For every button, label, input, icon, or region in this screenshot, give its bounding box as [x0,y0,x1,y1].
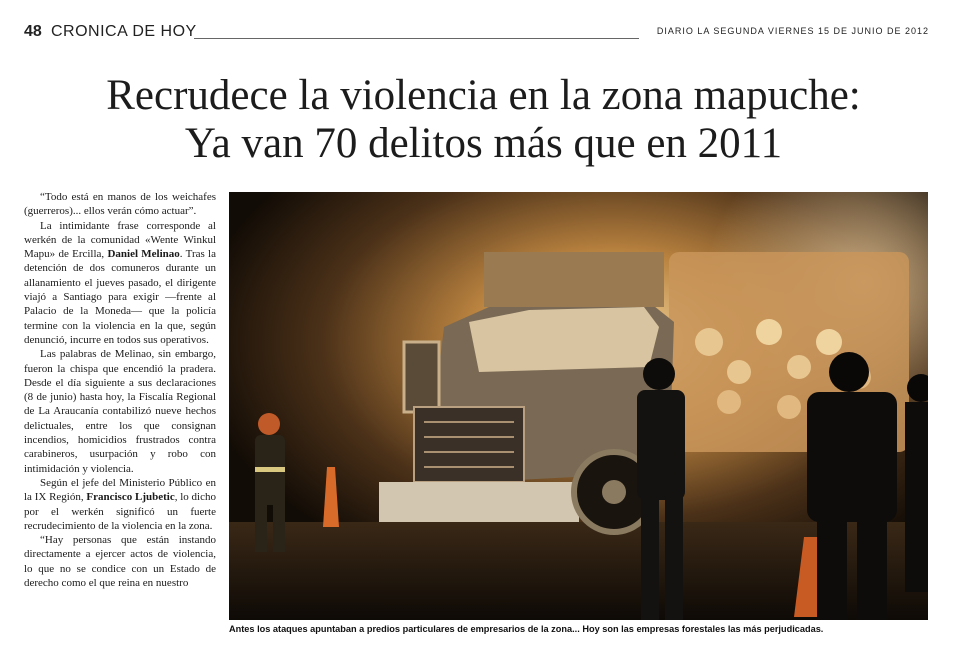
person-name-ljubetic: Francisco Ljubetic [86,491,175,504]
paragraph-1: “Todo está en manos de los weichafes (guerreros)... ellos verán cómo actuar”. [24,191,216,218]
burning-truck-illustration [229,192,928,620]
headline [24,72,943,168]
paper-date-line: DIARIO LA SEGUNDA VIERNES 15 DE JUNIO DE 2012 [656,26,929,36]
page-header [24,18,929,44]
police-officer-silhouette-3 [905,374,928,592]
paragraph-3: Las palabras de Melinao, sin embargo, fueron la chispa que encendió la pradera. Desde el día siguiente a sus declaraciones (8 de junio) hasta hoy, la Fiscalía Regional de La Araucanía contabilizó nueve hechos delictuales, entre los que consignan incendios, homicidios frustrados contra carabineros, usurpación y robo con intimidación y violencia. [24,348,216,475]
paragraph-5: “Hay personas que están instando directamente a ejercer actos de violencia, lo que no se condice con un Estado de derecho como el que reina en nuestro [24,534,216,590]
paragraph-4-text: Según el jefe del Ministerio Público en la IX Región, [24,476,216,504]
person-name-melinao: Daniel Melinao [107,248,180,261]
photo-caption: Antes los ataques apuntaban a predios particulares de empresarios de la zona... Hoy son las empresas forestales las más perjudicadas. [229,624,824,634]
header-rule [194,38,639,39]
paragraph-4 [24,476,216,533]
headline-line-2: Ya van 70 delitos más que en 2011 [184,120,783,167]
headline-line-1: Recrudece la violencia en la zona mapuche: [106,72,861,119]
paragraph-2 [24,219,216,348]
page-number: 48 [24,23,42,40]
paragraph-2-text-cont: . Tras la detención de dos comuneros durante un allanamiento el jueves pasado, el dirigente viajó a Santiago para exigir —frente al Palacio de la Moneda— que la policía termine con la violencia en la que, según denunció, incurre en todos sus operativos. [24,248,216,346]
news-photo [229,192,928,620]
paragraph-2-text: La intimidante frase corresponde al werkén de la comunidad «Wente Winkul Mapu» de Ercilla, [24,219,216,261]
section-title: CRONICA DE HOY [51,23,197,40]
paragraph-4-text-cont: , lo dicho por el werkén significó un fuerte recrudecimiento de la violencia en la zona. [24,491,216,532]
article-body [24,190,216,590]
